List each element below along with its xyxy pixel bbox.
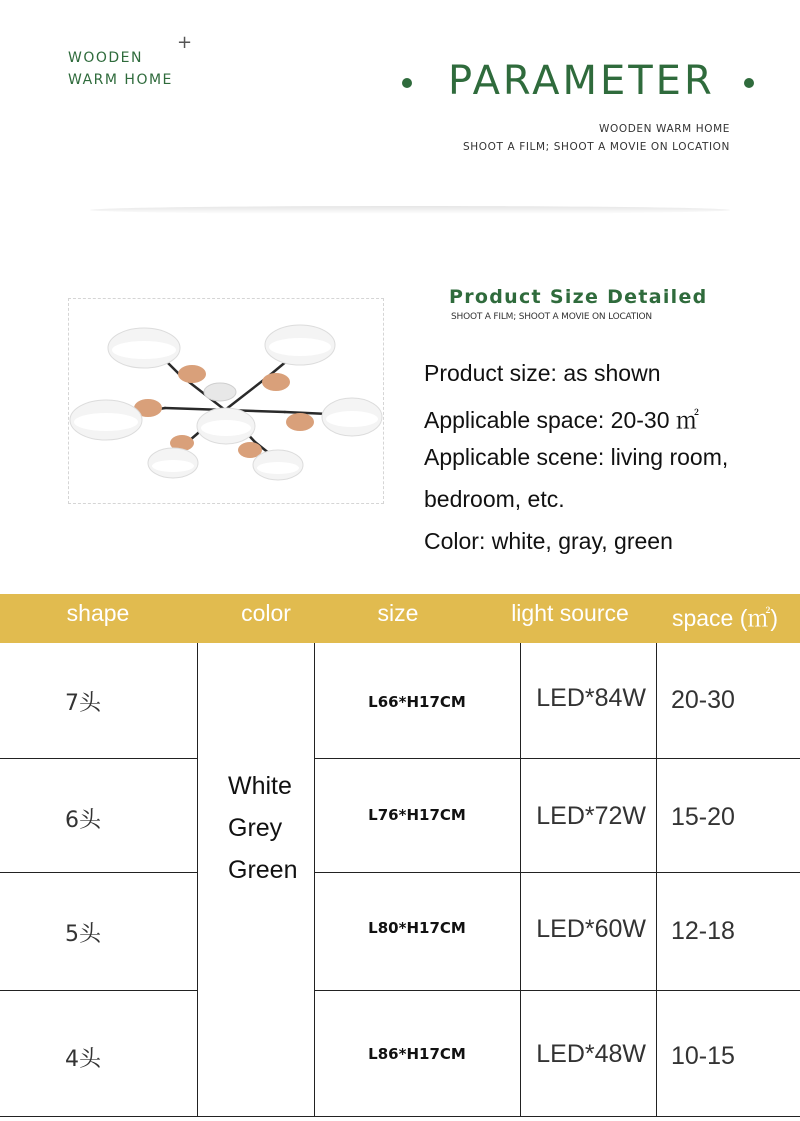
section-subtitle: SHOOT A FILM; SHOOT A MOVIE ON LOCATION [451, 312, 652, 322]
header-size: size [377, 600, 419, 626]
brand-line-2: WARM HOME [68, 72, 173, 88]
table-cell-space: 12-18 [671, 917, 735, 945]
brand-line-1: WOODEN [68, 50, 143, 66]
header-space: space (㎡) [671, 605, 779, 631]
spec-product-size: Product size: as shown [424, 360, 661, 386]
header-shape: shape [66, 600, 130, 626]
table-cell-size: L76*H17CM [368, 806, 466, 824]
header-light-source: light source [511, 600, 629, 626]
table-grid-line [0, 872, 197, 873]
section-divider [90, 206, 730, 214]
table-cell-light: LED*48W [536, 1040, 646, 1068]
spec-applicable-scene: Applicable scene: living room, [424, 444, 729, 470]
table-grid-line [314, 758, 800, 759]
table-cell-space: 20-30 [671, 686, 735, 714]
header-subtitle-1: WOODEN WARM HOME [599, 123, 730, 135]
table-cell-space: 15-20 [671, 803, 735, 831]
title-dot-left [402, 78, 412, 88]
color-white: White [228, 772, 292, 800]
header-color: color [241, 600, 291, 626]
header-subtitle-2: SHOOT A FILM; SHOOT A MOVIE ON LOCATION [463, 141, 730, 153]
table-cell-light: LED*72W [536, 802, 646, 830]
table-cell-size: L66*H17CM [368, 693, 466, 711]
color-green: Green [228, 856, 298, 884]
table-grid-line [656, 643, 657, 1117]
ceiling-lamp-illustration-icon [60, 300, 390, 500]
table-cell-shape: 4头 [65, 1047, 101, 1072]
table-cell-shape: 7头 [65, 691, 101, 716]
table-grid-line [0, 990, 197, 991]
table-grid-line [314, 872, 800, 873]
color-grey: Grey [228, 814, 283, 842]
table-cell-light: LED*60W [536, 915, 646, 943]
table-cell-size: L86*H17CM [368, 1045, 466, 1063]
plus-icon: + [177, 32, 193, 53]
title-dot-right [744, 78, 754, 88]
spec-applicable-scene-cont: bedroom, etc. [424, 486, 565, 512]
table-grid-line [520, 643, 521, 1117]
table-cell-space: 10-15 [671, 1042, 735, 1070]
table-grid-line [0, 1116, 800, 1117]
table-cell-color [228, 765, 297, 891]
page-title: PARAMETER [448, 58, 715, 104]
spec-applicable-space: Applicable space: 20-30 ㎡ [424, 407, 699, 433]
table-cell-size: L80*H17CM [368, 919, 466, 937]
table-cell-shape: 5头 [65, 922, 101, 947]
table-cell-light: LED*84W [536, 684, 646, 712]
section-title: Product Size Detailed [449, 286, 708, 308]
table-cell-shape: 6头 [65, 808, 101, 833]
spec-color: Color: white, gray, green [424, 528, 673, 554]
table-grid-line [0, 758, 197, 759]
table-grid-line [314, 990, 800, 991]
table-grid-line [197, 643, 198, 1117]
